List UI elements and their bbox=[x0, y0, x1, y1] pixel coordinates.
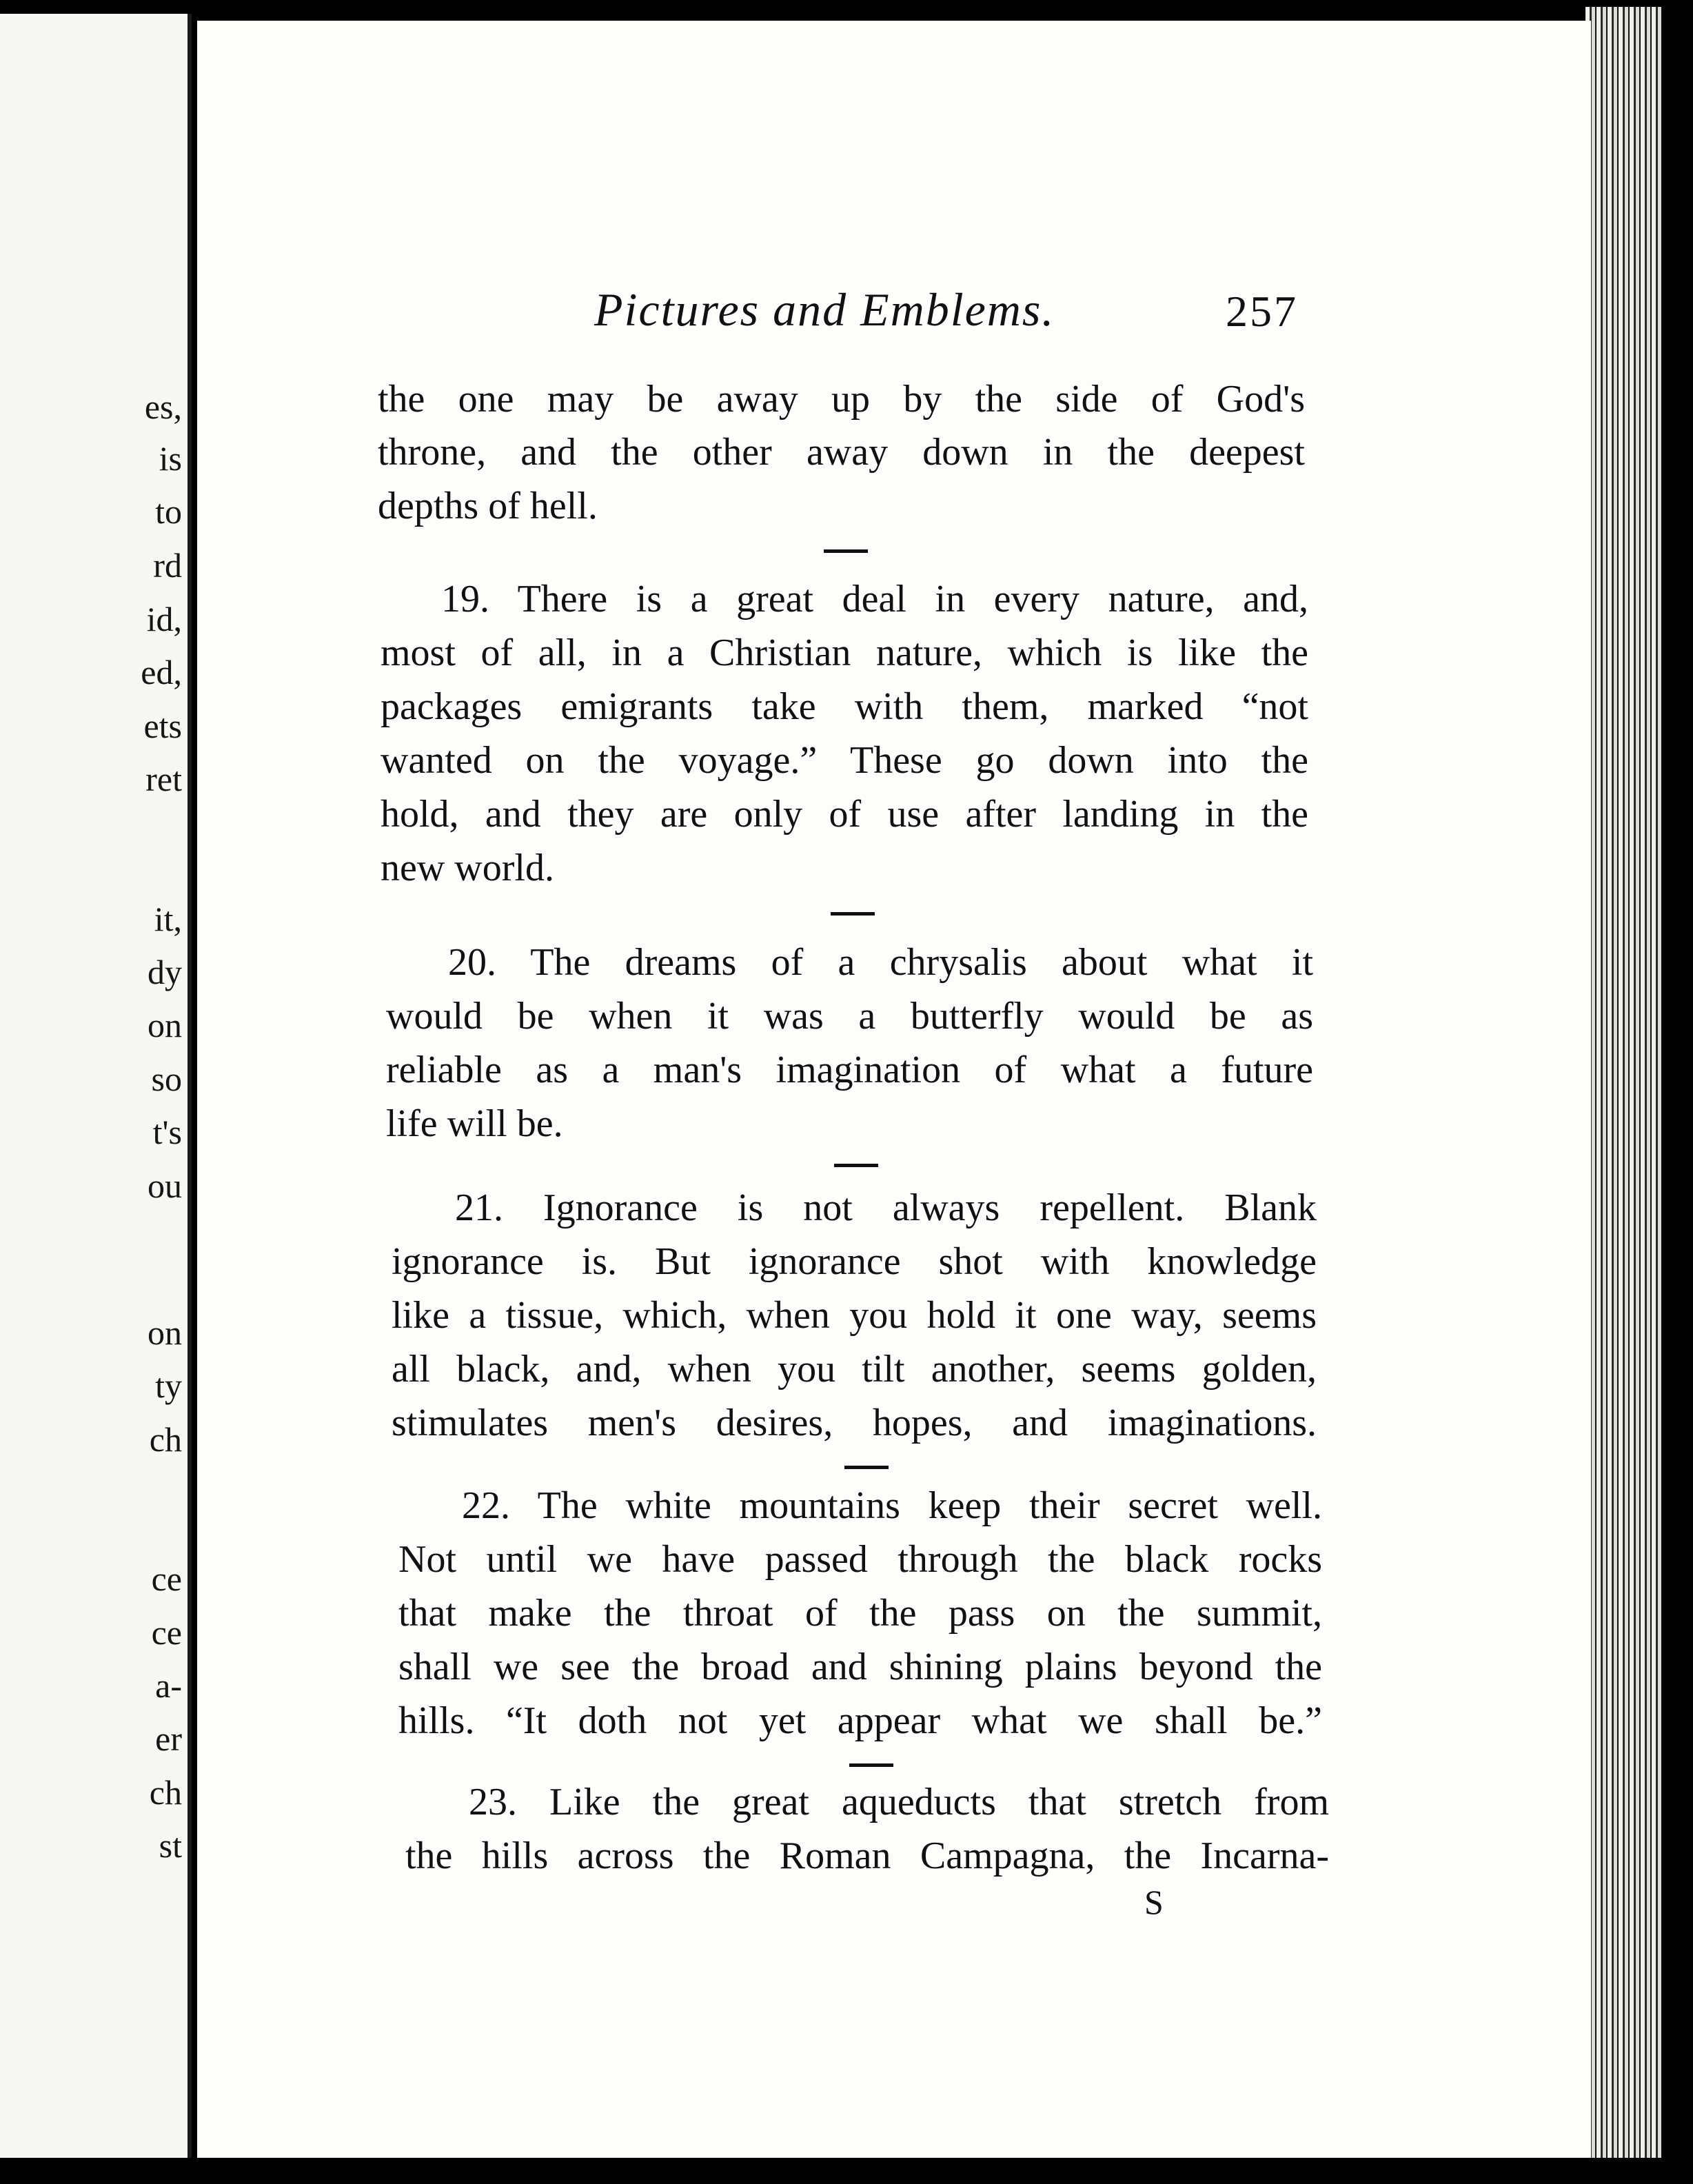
text-line: new world. bbox=[381, 847, 554, 889]
facing-page-fragment: rd bbox=[153, 546, 182, 585]
text-line: that make the throat of the pass on the summit, bbox=[398, 1592, 1322, 1635]
facing-page-fragment: ty bbox=[155, 1366, 182, 1405]
facing-page-fragment: is bbox=[159, 439, 182, 478]
facing-page-fragment: es, bbox=[144, 387, 182, 426]
section-divider bbox=[849, 1763, 893, 1767]
facing-page-fragment: ce bbox=[151, 1613, 182, 1652]
text-line: the hills across the Roman Campagna, the Incarna- bbox=[405, 1834, 1329, 1877]
facing-page-fragment: dy bbox=[148, 953, 182, 991]
facing-page-fragment: ch bbox=[149, 1773, 182, 1812]
text-line: shall we see the broad and shining plains beyond the bbox=[398, 1646, 1322, 1688]
text-line: reliable as a man's imagination of what a future bbox=[386, 1049, 1313, 1091]
facing-page-fragment: er bbox=[155, 1719, 182, 1758]
text-line: the one may be away up by the side of God's bbox=[378, 378, 1305, 421]
text-line: 21. Ignorance is not always repellent. Blank bbox=[455, 1186, 1317, 1229]
facing-page-fragment: on bbox=[148, 1006, 182, 1044]
text-line: ignorance is. But ignorance shot with knowledge bbox=[392, 1240, 1317, 1283]
text-line: most of all, in a Christian nature, which is like the bbox=[381, 631, 1308, 674]
text-line: depths of hell. bbox=[378, 485, 598, 527]
section-divider bbox=[831, 912, 875, 916]
facing-page-fragment: ch bbox=[149, 1420, 182, 1459]
text-line: 20. The dreams of a chrysalis about what it bbox=[448, 941, 1313, 984]
section-divider bbox=[834, 1164, 878, 1167]
facing-page-fragment: a- bbox=[155, 1666, 182, 1705]
text-line: wanted on the voyage.” These go down into the bbox=[381, 739, 1308, 782]
facing-page-fragment: t's bbox=[152, 1113, 182, 1151]
facing-page-fragment: ets bbox=[143, 707, 182, 745]
text-line: 19. There is a great deal in every nature, and, bbox=[441, 578, 1308, 620]
running-title: Pictures and Emblems. bbox=[594, 283, 1055, 336]
text-line: would be when it was a butterfly would be as bbox=[386, 995, 1313, 1038]
facing-page-fragment: to bbox=[155, 492, 182, 531]
facing-page-fragment: id, bbox=[146, 600, 182, 638]
text-line: all black, and, when you tilt another, seems golden, bbox=[392, 1348, 1317, 1391]
page-number: 257 bbox=[1226, 287, 1298, 336]
facing-page-fragment: on bbox=[148, 1313, 182, 1352]
text-line: like a tissue, which, when you hold it one way, seems bbox=[392, 1294, 1317, 1337]
facing-page-fragment: so bbox=[151, 1060, 182, 1098]
facing-page-fragment: it, bbox=[154, 900, 182, 938]
facing-page-fragment: ed, bbox=[141, 653, 182, 691]
text-line: 23. Like the great aqueducts that stretch from bbox=[469, 1781, 1329, 1823]
text-line: life will be. bbox=[386, 1102, 563, 1145]
text-line: throne, and the other away down in the deepest bbox=[378, 431, 1305, 474]
signature-mark: S bbox=[1144, 1883, 1164, 1921]
facing-page-fragment: ce bbox=[151, 1559, 182, 1598]
page-edges bbox=[1585, 7, 1661, 2158]
section-divider bbox=[844, 1466, 889, 1469]
text-line: 22. The white mountains keep their secret well. bbox=[462, 1484, 1322, 1527]
text-line: hold, and they are only of use after landing in the bbox=[381, 793, 1308, 836]
facing-page-fragment: st bbox=[159, 1826, 182, 1865]
facing-page-fragment: ret bbox=[145, 760, 182, 798]
section-divider bbox=[824, 549, 868, 553]
facing-page bbox=[0, 14, 192, 2158]
text-line: Not until we have passed through the black rocks bbox=[398, 1538, 1322, 1581]
text-line: hills. “It doth not yet appear what we shall be.” bbox=[398, 1699, 1322, 1742]
facing-page-fragment: ou bbox=[148, 1166, 182, 1205]
text-line: packages emigrants take with them, marked “not bbox=[381, 685, 1308, 728]
text-line: stimulates men's desires, hopes, and imaginations. bbox=[392, 1402, 1317, 1444]
